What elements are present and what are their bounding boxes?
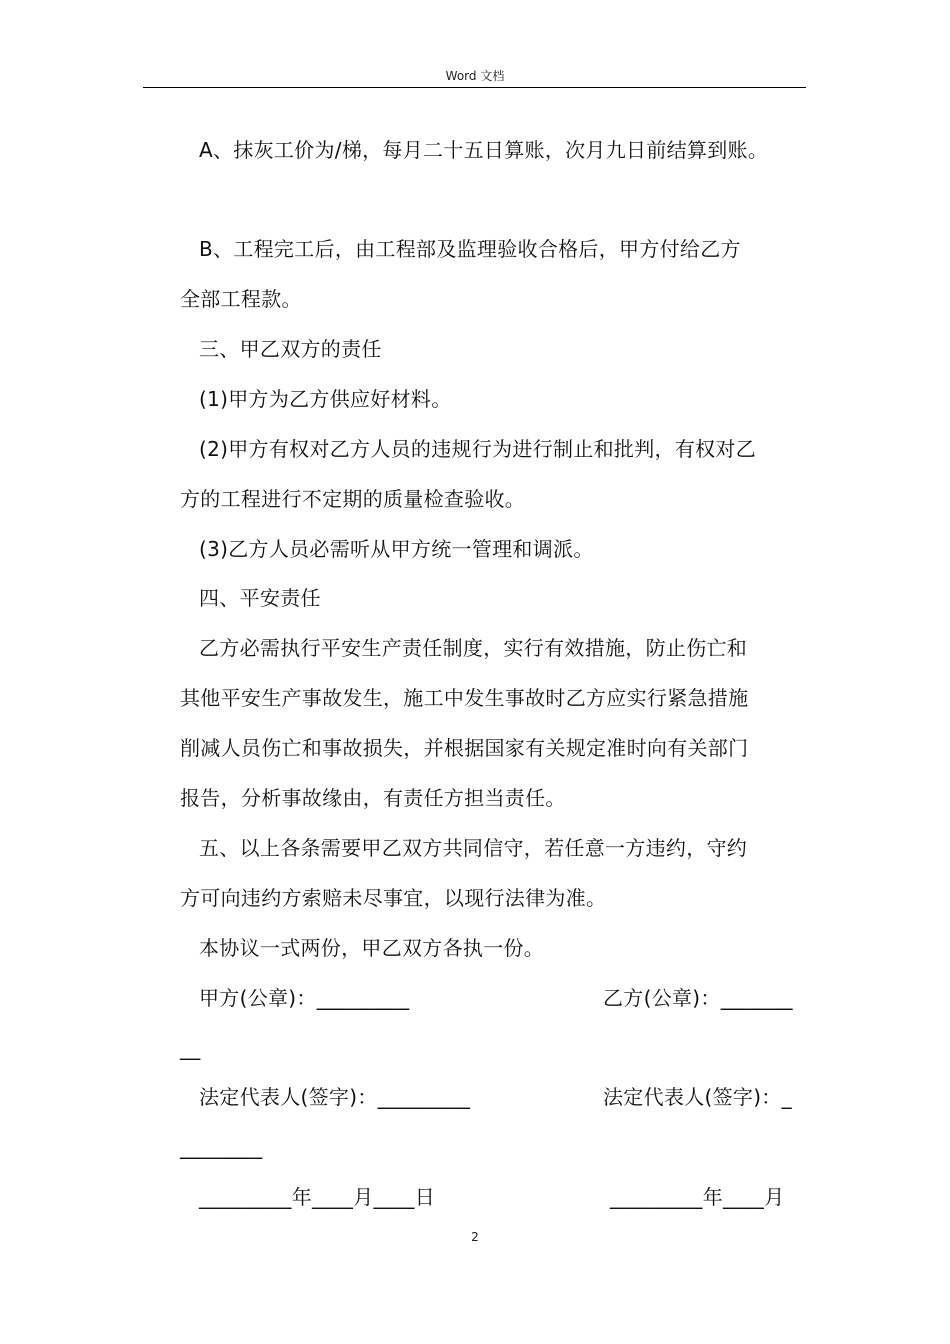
clause-a: A、抹灰工价为/梯，每月二十五日算账，次月九日前结算到账。	[199, 138, 769, 162]
party-b-seal: 乙方(公章)：_______	[603, 986, 793, 1010]
party-a-seal: 甲方(公章)：_________	[199, 986, 410, 1010]
page-number: 2	[471, 1230, 479, 1244]
safety-line3: 削减人员伤亡和事故损失，并根据国家有关规定准时向有关部门	[180, 736, 749, 760]
safety-line1: 乙方必需执行平安生产责任制度，实行有效措施，防止伤亡和	[199, 636, 748, 660]
safety-line2: 其他平安生产事故发生，施工中发生事故时乙方应实行紧急措施	[180, 686, 749, 710]
section-5-line2: 方可向违约方索赔未尽事宜，以现行法律为准。	[180, 886, 607, 910]
clause-b-line1: B、工程完工后，由工程部及监理验收合格后，甲方付给乙方	[199, 237, 741, 261]
section-5-line1: 五、以上各条需要甲乙双方共同信守，若任意一方违约，守约	[199, 836, 748, 860]
page-header: Word 文档	[445, 69, 505, 83]
section-3-heading: 三、甲乙双方的责任	[199, 337, 382, 361]
party-a-representative: 法定代表人(签字)：_________	[199, 1085, 471, 1109]
item-2-line2: 方的工程进行不定期的质量检查验收。	[180, 487, 526, 511]
item-1: (1)甲方为乙方供应好材料。	[199, 387, 452, 411]
party-b-representative: 法定代表人(签字)：_	[603, 1085, 792, 1109]
party-b-date: _________年____月	[610, 1185, 785, 1209]
party-b-representative-continued: ________	[180, 1135, 263, 1159]
party-b-seal-continued: __	[180, 1036, 201, 1060]
clause-b-line2: 全部工程款。	[180, 287, 302, 311]
party-a-date: _________年____月____日	[199, 1185, 435, 1209]
copies-statement: 本协议一式两份，甲乙双方各执一份。	[199, 936, 545, 960]
item-2-line1: (2)甲方有权对乙方人员的违规行为进行制止和批判，有权对乙	[199, 437, 757, 461]
item-3: (3)乙方人员必需听从甲方统一管理和调派。	[199, 537, 594, 561]
header-rule	[143, 87, 806, 88]
section-4-heading: 四、平安责任	[199, 586, 321, 610]
safety-line4: 报告，分析事故缘由，有责任方担当责任。	[180, 786, 566, 810]
